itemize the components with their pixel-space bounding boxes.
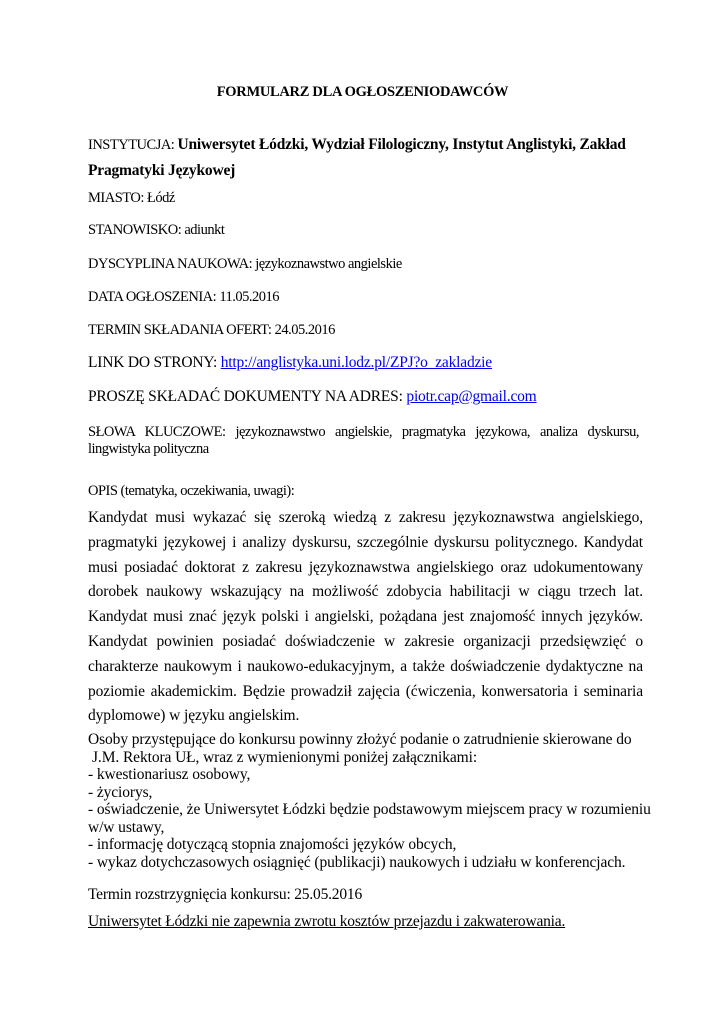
deadline-row bbox=[88, 322, 643, 339]
requirement-item: - wykaz dotychczasowych osiągnięć (publikacji) naukowych i udziału w konferencjach. bbox=[88, 853, 626, 871]
requirement-item: - kwestionariusz osobowy, bbox=[88, 766, 251, 783]
address-row bbox=[88, 388, 643, 406]
position-label: STANOWISKO: bbox=[88, 222, 185, 238]
requirement-item: - życiorys, bbox=[88, 783, 153, 801]
requirements-intro-continued: J.M. Rektora UŁ, wraz z wymienionymi poniżej załącznikami: bbox=[92, 748, 478, 766]
address-label: PROSZĘ SKŁADAĆ DOKUMENTY NA ADRES: bbox=[88, 388, 407, 405]
position-value: adiunkt bbox=[184, 222, 225, 238]
description-paragraph: Kandydat musi wykazać się szeroką wiedzą z zakresu językoznawstwa angielskiego, pragmatyki językowej i analizy dyskursu, szczególnie dyskursu politycznego. Kandydat musi posiadać doktorat z zakresu językoznawstwa angielskiego oraz udokumentowany dorobek naukowy wskazujący na możliwość zdobycia habilitacji w ciągu trzech lat. Kandydat musi znać język polski i angielski, pożądana jest znajomość innych języków. Kandydat powinien posiadać doświadczenie w zakresie organizacji przedsięwzięć o charakterze naukowym i naukowo-edukacyjnym, a także doświadczenie dydaktyczne na poziomie akademickim. Będzie prowadził zajęcia (ćwiczenia, konwersatoria i seminaria dyplomowe) w języku angielskim. bbox=[88, 509, 643, 725]
institution-value-continued: Pragmatyki Językowej bbox=[88, 162, 236, 179]
link-row bbox=[88, 354, 643, 372]
requirements-block bbox=[88, 731, 651, 871]
resolution-date: Termin rozstrzygnięcia konkursu: 25.05.2016 bbox=[88, 886, 362, 903]
discipline-value: językoznawstwo angielskie bbox=[255, 256, 402, 272]
city-label: MIASTO: bbox=[88, 190, 147, 206]
description-label: OPIS (tematyka, oczekiwania, uwagi): bbox=[88, 483, 295, 499]
deadline-value: 24.05.2016 bbox=[274, 322, 335, 338]
website-link[interactable]: http://anglistyka.uni.lodz.pl/ZPJ?o_zakladzie bbox=[220, 354, 492, 371]
announce-date-row bbox=[88, 289, 643, 306]
discipline-label: DYSCYPLINA NAUKOWA: bbox=[88, 256, 256, 272]
keywords-label: SŁOWA KLUCZOWE: bbox=[88, 424, 236, 440]
institution-row-continued bbox=[88, 162, 643, 180]
city-row bbox=[88, 190, 643, 207]
institution-value: Uniwersytet Łódzki, Wydział Filologiczny, Instytut Anglistyki, Zakład bbox=[177, 136, 626, 153]
requirement-item: - oświadczenie, że Uniwersytet Łódzki będzie podstawowym miejscem pracy w rozumieniu bbox=[88, 801, 651, 818]
requirements-intro: Osoby przystępujące do konkursu powinny złożyć podanie o zatrudnienie skierowane do bbox=[88, 731, 632, 748]
discipline-row bbox=[88, 256, 643, 273]
requirement-item: - informację dotyczącą stopnia znajomości języków obcych, bbox=[88, 836, 457, 853]
position-row bbox=[88, 222, 643, 239]
keywords-row bbox=[88, 424, 639, 458]
institution-row bbox=[88, 136, 643, 154]
announce-date-value: 11.05.2016 bbox=[219, 289, 280, 305]
deadline-label: TERMIN SKŁADANIA OFERT: bbox=[88, 322, 275, 338]
travel-costs-note: Uniwersytet Łódzki nie zapewnia zwrotu kosztów przejazdu i zakwaterowania. bbox=[88, 913, 566, 930]
keywords-value: językoznawstwo angielskie, pragmatyka językowa, analiza dyskursu, lingwistyka polityczna bbox=[88, 424, 639, 457]
institution-label: INSTYTUCJA: bbox=[88, 137, 178, 153]
requirement-item: w/w ustawy, bbox=[88, 818, 165, 836]
city-value: Łódź bbox=[146, 190, 175, 206]
email-link[interactable]: piotr.cap@gmail.com bbox=[406, 388, 537, 405]
document-title: FORMULARZ DLA OGŁOSZENIODAWCÓW bbox=[216, 84, 509, 100]
link-label: LINK DO STRONY: bbox=[88, 354, 221, 371]
announce-date-label: DATA OGŁOSZENIA: bbox=[88, 289, 220, 305]
